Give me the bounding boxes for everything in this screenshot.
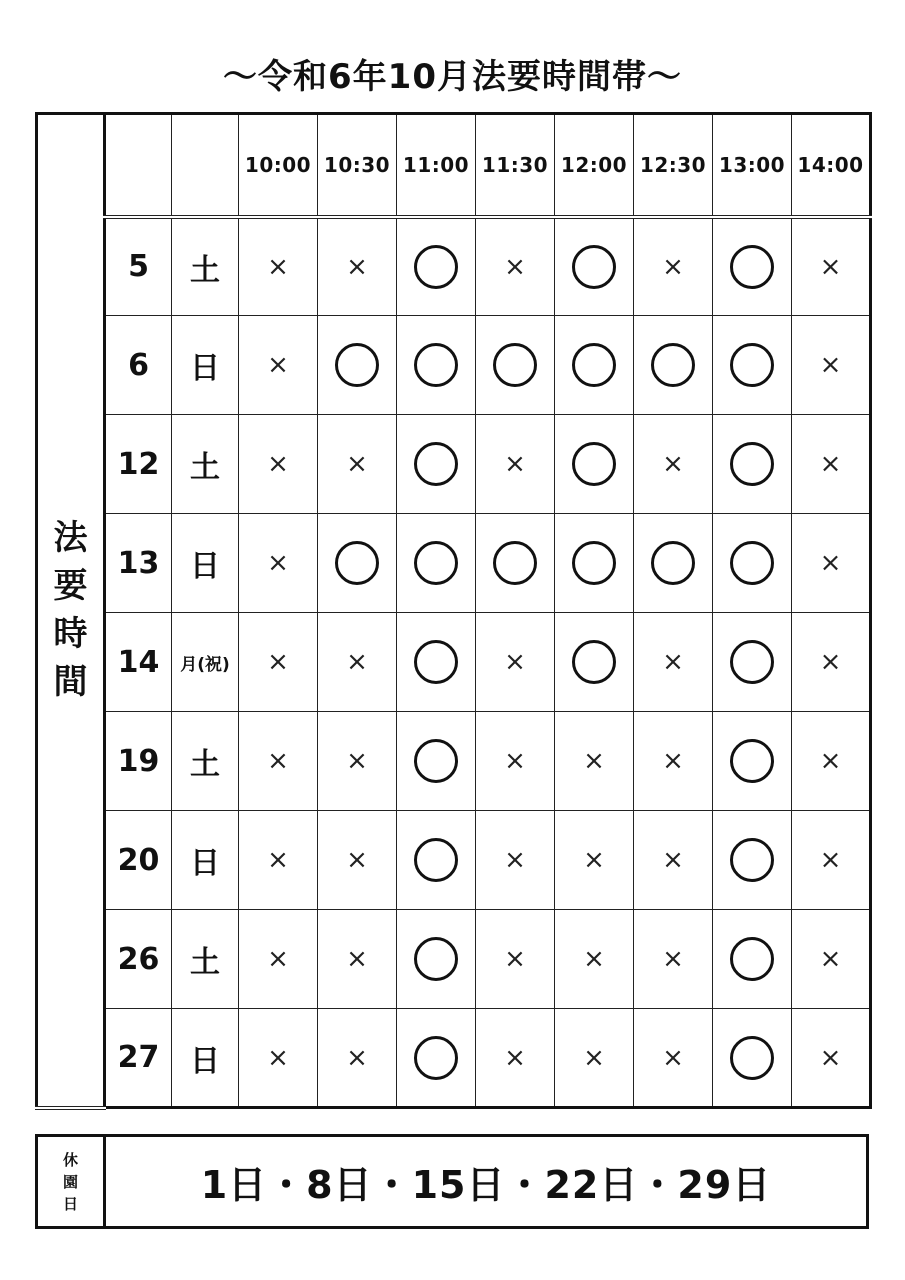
unavailable-mark: × [267,1042,289,1073]
available-mark [335,343,379,387]
available-mark [414,739,458,783]
schedule-row [37,712,871,811]
unavailable-mark: × [504,1042,526,1073]
slot-cell [397,712,476,811]
day-number: 13 [105,514,172,613]
side-label-char: 間 [53,662,88,703]
slot-cell [476,613,555,712]
slot-cell [397,1009,476,1108]
slot-cell [555,811,634,910]
slot-cell [397,811,476,910]
schedule-row [37,1009,871,1108]
side-label-char: 法 [53,518,88,559]
slot-cell [792,613,871,712]
weekday: 日 [172,1009,239,1108]
slot-cell [318,316,397,415]
day-number: 27 [105,1009,172,1108]
unavailable-mark: × [819,944,842,974]
weekday: 月(祝) [172,613,239,712]
schedule-row [37,316,871,415]
slot-cell [634,811,713,910]
available-mark [730,739,774,783]
slot-cell [397,514,476,613]
closed-label-char: 園 [62,1172,78,1191]
slot-cell [555,217,634,316]
slot-cell [239,1009,318,1108]
time-slot-header: 11:00 [397,114,476,217]
slot-cell [634,712,713,811]
slot-cell [792,910,871,1009]
slot-cell [476,910,555,1009]
closed-label-char: 休 [62,1150,78,1169]
available-mark [730,442,774,486]
day-number: 5 [105,217,172,316]
slot-cell [713,910,792,1009]
slot-cell [397,217,476,316]
slot-cell [713,514,792,613]
slot-cell [713,415,792,514]
unavailable-mark: × [267,746,289,776]
slot-cell [239,514,318,613]
slot-cell [634,316,713,415]
slot-cell [792,1009,871,1108]
slot-cell [318,217,397,316]
schedule-row [37,910,871,1009]
unavailable-mark: × [819,548,842,578]
unavailable-mark: × [267,944,289,974]
unavailable-mark: × [819,647,842,677]
slot-cell [634,910,713,1009]
schedule-row [37,415,871,514]
available-mark [651,343,695,387]
unavailable-mark: × [504,251,526,282]
slot-cell [318,613,397,712]
day-number: 12 [105,415,172,514]
weekday: 土 [172,712,239,811]
available-mark [651,541,695,585]
unavailable-mark: × [504,647,526,677]
available-mark [730,541,774,585]
unavailable-mark: × [819,845,842,875]
unavailable-mark: × [346,1042,368,1073]
slot-cell [634,415,713,514]
slot-cell [239,415,318,514]
unavailable-mark: × [819,251,842,282]
slot-cell [555,613,634,712]
closed-days-list: 1日・8日・15日・22日・29日 [200,1163,772,1207]
slot-cell [397,910,476,1009]
unavailable-mark: × [346,845,368,875]
unavailable-mark: × [583,746,605,776]
available-mark [730,245,774,289]
weekday: 日 [172,811,239,910]
time-slot-header: 13:00 [713,114,792,217]
slot-cell [397,613,476,712]
day-number: 6 [105,316,172,415]
weekday: 土 [172,415,239,514]
slot-cell [555,712,634,811]
unavailable-mark: × [504,845,526,875]
weekday: 土 [172,217,239,316]
header-weekday-cell [172,114,239,217]
slot-cell [792,316,871,415]
available-mark [730,1036,774,1080]
slot-cell [318,415,397,514]
side-label [37,114,105,1108]
available-mark [572,541,616,585]
slot-cell [713,217,792,316]
unavailable-mark: × [267,647,289,677]
slot-cell [318,514,397,613]
header-day-cell [105,114,172,217]
slot-cell [792,811,871,910]
unavailable-mark: × [267,449,289,479]
slot-cell [792,712,871,811]
available-mark [572,640,616,684]
unavailable-mark: × [346,647,368,677]
side-label-char: 時 [53,614,88,655]
slot-cell [397,415,476,514]
unavailable-mark: × [346,251,368,282]
available-mark [730,937,774,981]
closed-label-char: 日 [62,1194,78,1213]
unavailable-mark: × [662,944,684,974]
available-mark [730,838,774,882]
slot-cell [476,217,555,316]
available-mark [414,442,458,486]
available-mark [414,937,458,981]
slot-cell [634,1009,713,1108]
weekday: 日 [172,316,239,415]
slot-cell [318,910,397,1009]
unavailable-mark: × [346,944,368,974]
unavailable-mark: × [267,845,289,875]
available-mark [730,640,774,684]
schedule-row [37,811,871,910]
unavailable-mark: × [662,647,684,677]
slot-cell [713,811,792,910]
unavailable-mark: × [504,944,526,974]
available-mark [414,343,458,387]
slot-cell [634,217,713,316]
weekday: 土 [172,910,239,1009]
unavailable-mark: × [267,548,289,578]
available-mark [414,1036,458,1080]
available-mark [493,541,537,585]
closed-days-box [35,1134,869,1229]
slot-cell [713,1009,792,1108]
slot-cell [239,316,318,415]
schedule-table [35,112,872,1110]
day-number: 14 [105,613,172,712]
slot-cell [792,514,871,613]
slot-cell [397,316,476,415]
unavailable-mark: × [504,746,526,776]
slot-cell [713,712,792,811]
schedule-row [37,217,871,316]
unavailable-mark: × [662,251,684,282]
slot-cell [634,613,713,712]
time-slot-header: 12:30 [634,114,713,217]
unavailable-mark: × [504,449,526,479]
slot-cell [239,910,318,1009]
slot-cell [476,514,555,613]
unavailable-mark: × [819,350,842,380]
slot-cell [476,415,555,514]
slot-cell [476,712,555,811]
unavailable-mark: × [819,746,842,776]
available-mark [572,343,616,387]
schedule-row [37,514,871,613]
unavailable-mark: × [267,350,289,380]
unavailable-mark: × [819,449,842,479]
available-mark [414,245,458,289]
schedule-row [37,613,871,712]
unavailable-mark: × [662,449,684,479]
unavailable-mark: × [346,746,368,776]
available-mark [414,541,458,585]
day-number: 20 [105,811,172,910]
slot-cell [634,514,713,613]
slot-cell [555,514,634,613]
weekday: 日 [172,514,239,613]
available-mark [493,343,537,387]
time-slot-header: 10:00 [239,114,318,217]
day-number: 26 [105,910,172,1009]
available-mark [414,838,458,882]
slot-cell [318,811,397,910]
unavailable-mark: × [819,1042,842,1073]
slot-cell [476,811,555,910]
header-row [37,114,871,217]
page-title: 〜令和6年10月法要時間帯〜 [223,57,682,97]
slot-cell [555,316,634,415]
available-mark [572,245,616,289]
side-label-char: 要 [53,566,88,607]
slot-cell [476,1009,555,1108]
slot-cell [555,415,634,514]
time-slot-header: 14:00 [792,114,871,217]
closed-days-label [38,1137,106,1226]
day-number: 19 [105,712,172,811]
slot-cell [792,217,871,316]
slot-cell [555,1009,634,1108]
slot-cell [318,712,397,811]
unavailable-mark: × [346,449,368,479]
unavailable-mark: × [583,944,605,974]
unavailable-mark: × [583,1042,605,1073]
slot-cell [239,811,318,910]
time-slot-header: 10:30 [318,114,397,217]
unavailable-mark: × [583,845,605,875]
slot-cell [239,613,318,712]
slot-cell [713,316,792,415]
slot-cell [239,712,318,811]
unavailable-mark: × [662,845,684,875]
unavailable-mark: × [267,251,289,282]
slot-cell [239,217,318,316]
available-mark [572,442,616,486]
available-mark [335,541,379,585]
slot-cell [792,415,871,514]
available-mark [414,640,458,684]
unavailable-mark: × [662,1042,684,1073]
slot-cell [713,613,792,712]
available-mark [730,343,774,387]
slot-cell [476,316,555,415]
time-slot-header: 11:30 [476,114,555,217]
slot-cell [555,910,634,1009]
slot-cell [318,1009,397,1108]
unavailable-mark: × [662,746,684,776]
time-slot-header: 12:00 [555,114,634,217]
